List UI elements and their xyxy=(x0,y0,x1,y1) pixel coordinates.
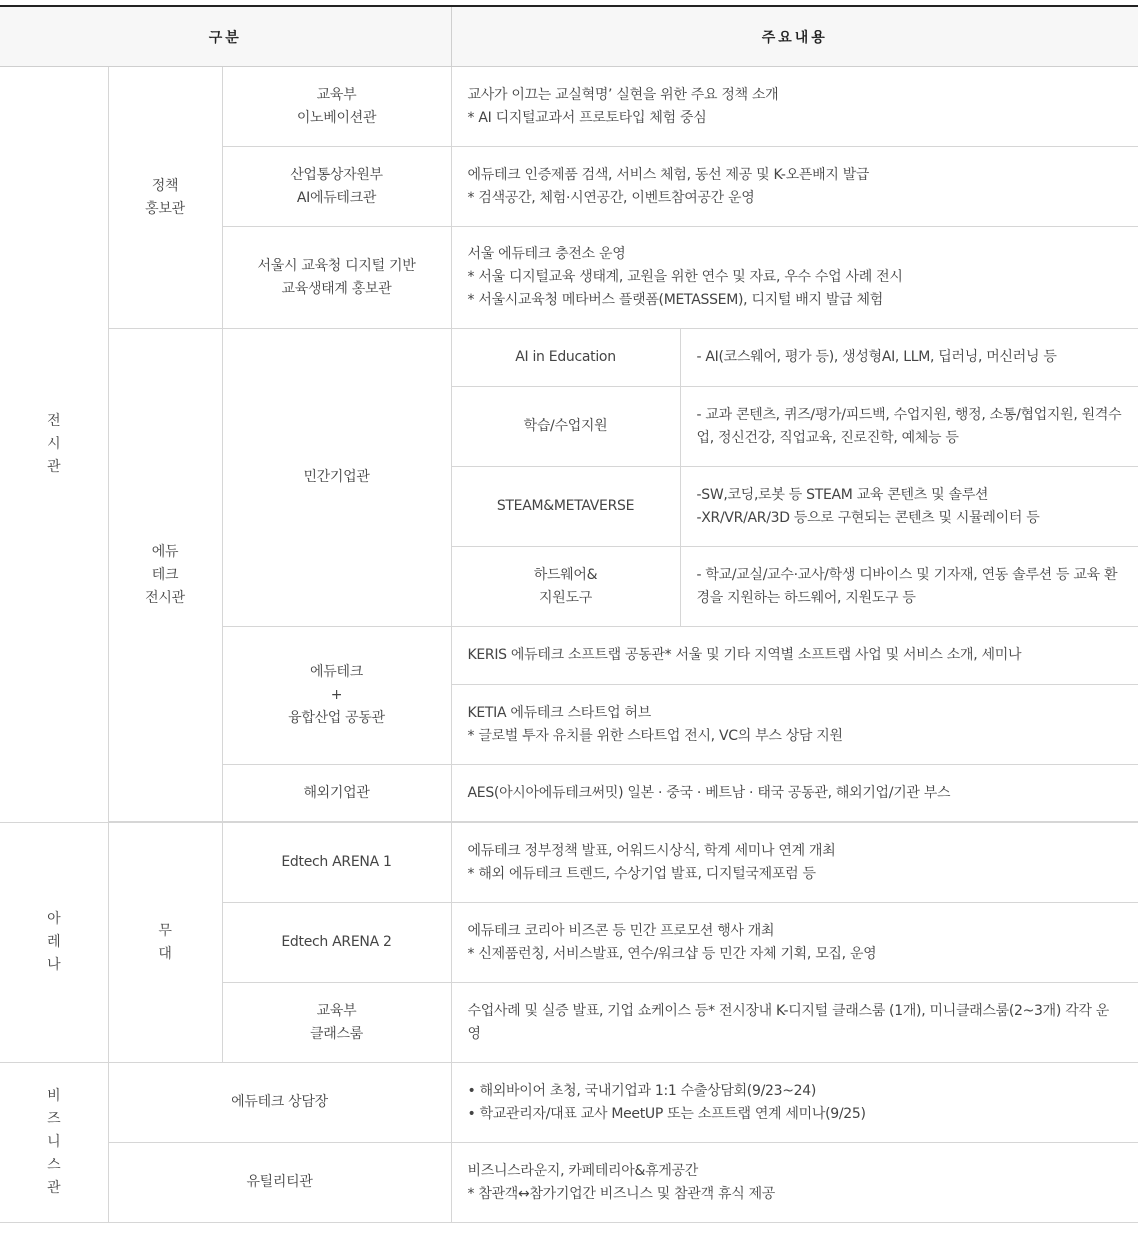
private-item-label: 하드웨어& 지원도구 xyxy=(451,547,680,627)
row-content-arena1: 에듀테크 정부정책 발표, 어워드시상식, 학계 세미나 연계 개최 * 해외 에듀테크 트렌드, 수상기업 발표, 디지털국제포럼 등 xyxy=(451,823,1138,903)
row-name-consult: 에듀테크 상담장 xyxy=(108,1063,451,1143)
row-name-moe-innovation: 교육부 이노베이션관 xyxy=(222,67,451,147)
table-row xyxy=(0,1143,1138,1223)
row-name-overseas: 해외기업관 xyxy=(222,765,451,822)
exhibition-table-container xyxy=(0,5,1138,1227)
row-content-arena2: 에듀테크 코리아 비즈콘 등 민간 프로모션 행사 개최 * 신제품런칭, 서비스발표, 연수/워크샵 등 민간 자체 기획, 모집, 운영 xyxy=(451,903,1138,983)
row-content-ketia: KETIA 에듀테크 스타트업 허브 * 글로벌 투자 유치를 위한 스타트업 전시, VC의 부스 상담 지원 xyxy=(451,685,1138,765)
row-name-private: 민간기업관 xyxy=(222,329,451,627)
subgroup-policy: 정책 홍보관 xyxy=(108,67,222,329)
exhibition-table xyxy=(0,5,1138,1223)
private-item-label: STEAM&METAVERSE xyxy=(451,467,680,547)
row-content-moe-innovation: 교사가 이끄는 교실혁명’ 실현을 위한 주요 정책 소개 * AI 디지털교과서 프로토타입 체험 중심 xyxy=(451,67,1138,147)
row-name-classroom: 교육부 클래스룸 xyxy=(222,983,451,1063)
row-name-utility: 유틸리티관 xyxy=(108,1143,451,1223)
row-name-arena2: Edtech ARENA 2 xyxy=(222,903,451,983)
header-contents: 주요내용 xyxy=(451,6,1138,67)
table-row xyxy=(0,67,1138,147)
table-row xyxy=(0,823,1138,903)
private-item-desc: - 학교/교실/교수·교사/학생 디바이스 및 기자재, 연동 솔루션 등 교육 환경을 지원하는 하드웨어, 지원도구 등 xyxy=(680,547,1138,627)
row-content-keris: KERIS 에듀테크 소프트랩 공동관* 서울 및 기타 지역별 소프트랩 사업 및 서비스 소개, 세미나 xyxy=(451,627,1138,685)
private-item-label: AI in Education xyxy=(451,329,680,387)
header-category: 구분 xyxy=(0,6,451,67)
group-business: 비 즈 니 스 관 xyxy=(0,1063,108,1223)
table-header-row xyxy=(0,6,1138,67)
row-name-joint: 에듀테크 + 융합산업 공동관 xyxy=(222,627,451,765)
row-content-seoul: 서울 에듀테크 충전소 운영 * 서울 디지털교육 생태계, 교원을 위한 연수 및 자료, 우수 수업 사례 전시 * 서울시교육청 메타버스 플랫폼(METASSEM), 디지털 배지 발급 체험 xyxy=(451,227,1138,329)
group-arena: 아 레 나 xyxy=(0,823,108,1063)
subgroup-stage: 무 대 xyxy=(108,823,222,1063)
private-item-desc: -SW,코딩,로봇 등 STEAM 교육 콘텐츠 및 솔루션 -XR/VR/AR/3D 등으로 구현되는 콘텐츠 및 시뮬레이터 등 xyxy=(680,467,1138,547)
private-item-label: 학습/수업지원 xyxy=(451,387,680,467)
subgroup-edutech: 에듀 테크 전시관 xyxy=(108,329,222,822)
private-item-desc: - 교과 콘텐츠, 퀴즈/평가/피드백, 수업지원, 행정, 소통/협업지원, 원격수업, 정신건강, 직업교육, 진로진학, 예체능 등 xyxy=(680,387,1138,467)
row-content-utility: 비즈니스라운지, 카페테리아&휴게공간 * 참관객↔참가기업간 비즈니스 및 참관객 휴식 제공 xyxy=(451,1143,1138,1223)
row-content-classroom: 수업사례 및 실증 발표, 기업 쇼케이스 등* 전시장내 K-디지털 클래스룸 (1개), 미니클래스룸(2~3개) 각각 운영 xyxy=(451,983,1138,1063)
row-name-motie: 산업통상자원부 AI에듀테크관 xyxy=(222,147,451,227)
row-content-overseas: AES(아시아에듀테크써밋) 일본 · 중국 · 베트남 · 태국 공동관, 해외기업/기관 부스 xyxy=(451,765,1138,822)
row-name-seoul: 서울시 교육청 디지털 기반 교육생태계 홍보관 xyxy=(222,227,451,329)
row-content-motie: 에듀테크 인증제품 검색, 서비스 체험, 동선 제공 및 K-오픈배지 발급 * 검색공간, 체험·시연공간, 이벤트참여공간 운영 xyxy=(451,147,1138,227)
row-name-arena1: Edtech ARENA 1 xyxy=(222,823,451,903)
row-content-consult: • 해외바이어 초청, 국내기업과 1:1 수출상담회(9/23~24) • 학교관리자/대표 교사 MeetUP 또는 소프트랩 연계 세미나(9/25) xyxy=(451,1063,1138,1143)
private-item-desc: - AI(코스웨어, 평가 등), 생성형AI, LLM, 딥러닝, 머신러닝 등 xyxy=(680,329,1138,387)
table-row xyxy=(0,1063,1138,1143)
table-row xyxy=(0,329,1138,387)
group-exhibition: 전 시 관 xyxy=(0,67,108,823)
